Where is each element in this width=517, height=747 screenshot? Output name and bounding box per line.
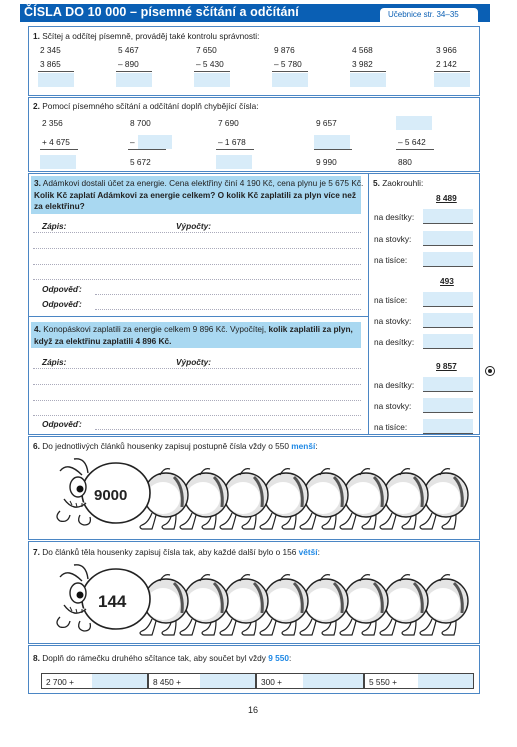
task7-number: 7.	[33, 547, 40, 557]
task1-number: 1.	[33, 31, 40, 41]
task1-operand-a: 2 345	[40, 45, 61, 55]
writing-line[interactable]	[33, 384, 361, 385]
writing-line[interactable]	[33, 248, 361, 249]
task6-text: Do jednotlivých článků housenky zapisuj postupně čísla vždy o 550	[42, 441, 289, 451]
column-divider	[368, 173, 369, 435]
label-tisice: na tisíce:	[374, 295, 408, 305]
task4-question-bold: kolik zaplatili za plyn, když za elektřinu zaplatili 4 896 Kč.	[34, 324, 353, 346]
addend-box-label: 5 550 +	[369, 677, 397, 687]
sum-line	[128, 149, 166, 150]
writing-line[interactable]	[33, 415, 361, 416]
sum-line	[314, 149, 352, 150]
task1-operand-b: 3 865	[40, 59, 61, 69]
task8-number: 8.	[33, 653, 40, 663]
task2-number: – 5 642	[398, 137, 426, 147]
task2-instruction	[33, 101, 259, 111]
caterpillar-1-start-number: 9000	[94, 487, 128, 504]
task3-answer-label-2: Odpověď:	[42, 299, 82, 309]
sum-line	[216, 149, 254, 150]
task1-operand-b: – 5 780	[274, 59, 302, 69]
result-field[interactable]	[272, 73, 308, 87]
task6-emphasis: menší	[291, 441, 316, 451]
textbook-reference: Učebnice str. 34–35	[388, 10, 459, 19]
label-tisice: na tisíce:	[374, 255, 408, 265]
answer-field[interactable]	[423, 419, 473, 434]
answer-field[interactable]	[423, 398, 473, 413]
result-field[interactable]	[116, 73, 152, 87]
task-divider	[28, 316, 368, 317]
sum-line	[396, 149, 434, 150]
missing-number-field[interactable]	[216, 155, 252, 169]
round-number-2: 493	[440, 276, 454, 286]
label-desitky: na desítky:	[374, 212, 415, 222]
sum-line	[434, 71, 470, 72]
task7-instruction: 7. Do článků těla housenky zapisuj čísla tak, aby každé další bylo o 156 větší:	[33, 547, 320, 557]
task3-question-bold: Kolik Kč zaplatí Adámkovi za energie celkem? O kolik Kč zaplatili za plyn více než za elektřinu?	[34, 189, 357, 211]
task4-answer-label: Odpověď:	[42, 419, 82, 429]
label-stovky: na stovky:	[374, 401, 412, 411]
round-number-1: 8 489	[436, 193, 457, 203]
task2-number: 2 356	[42, 118, 63, 128]
task4-zapis-label: Zápis:	[42, 357, 67, 367]
task8-text: Doplň do rámečku druhého sčítance tak, aby součet byl vždy	[42, 653, 266, 663]
task4-text: Konopáskovi zaplatili za energie celkem 9 896 Kč. Vypočítej,	[43, 324, 267, 334]
label-stovky: na stovky:	[374, 316, 412, 326]
answer-field[interactable]	[423, 209, 473, 224]
page-title: ČÍSLA DO 10 000 – písemné sčítání a odčítání	[24, 5, 299, 19]
task1-operand-b: – 890	[118, 59, 139, 69]
missing-number-field[interactable]	[314, 135, 350, 149]
task4-vypocty-label: Výpočty:	[176, 357, 212, 367]
addend-box-label: 8 450 +	[153, 677, 181, 687]
task1-text: Sčítej a odčítej písemně, prováděj také kontrolu správnosti:	[42, 31, 260, 41]
addend-fill[interactable]	[303, 674, 363, 688]
task2-number: 9 990	[316, 157, 337, 167]
task7-text: Do článků těla housenky zapisuj čísla tak, aby každé další bylo o 156	[42, 547, 297, 557]
label-desitky: na desítky:	[374, 380, 415, 390]
task7-emphasis: větší	[298, 547, 318, 557]
label-stovky: na stovky:	[374, 234, 412, 244]
answer-line[interactable]	[95, 429, 361, 430]
sum-line	[350, 71, 386, 72]
addend-box-label: 2 700 +	[46, 677, 74, 687]
addend-box[interactable]	[364, 673, 474, 689]
task3-vypocty-label: Výpočty:	[176, 221, 212, 231]
writing-line[interactable]	[33, 279, 361, 280]
task4-number: 4.	[34, 324, 41, 334]
task6-instruction: 6. Do jednotlivých článků housenky zapisuj postupně čísla vždy o 550 menší:	[33, 441, 318, 451]
addend-box[interactable]	[41, 673, 148, 689]
task1-operand-b: 2 142	[436, 59, 457, 69]
addend-box-label: 300 +	[261, 677, 282, 687]
task6-number: 6.	[33, 441, 40, 451]
page-number: 16	[248, 705, 259, 715]
task1-operand-a: 7 650	[196, 45, 217, 55]
task2-text: Pomocí písemného sčítání a odčítání doplň chybějící čísla:	[42, 101, 259, 111]
result-field[interactable]	[350, 73, 386, 87]
task2-number: 9 657	[316, 118, 337, 128]
task2-number: 7 690	[218, 118, 239, 128]
round-number-3: 9 857	[436, 361, 457, 371]
task1-operand-b: 3 982	[352, 59, 373, 69]
task8-instruction: 8. Doplň do rámečku druhého sčítance tak, aby součet byl vždy 9 550:	[33, 653, 292, 663]
result-field[interactable]	[434, 73, 470, 87]
addend-box[interactable]	[148, 673, 256, 689]
task5-title	[373, 178, 423, 188]
task2-number: + 4 675	[42, 137, 70, 147]
task2-number: – 1 678	[218, 137, 246, 147]
registration-mark-dot	[488, 369, 492, 373]
label-tisice: na tisíce:	[374, 422, 408, 432]
caterpillar-2-start-number: 144	[98, 592, 127, 611]
sum-line	[116, 71, 152, 72]
writing-line[interactable]	[33, 232, 361, 233]
missing-number-field[interactable]	[40, 155, 76, 169]
writing-line[interactable]	[33, 264, 361, 265]
addend-fill[interactable]	[92, 674, 147, 688]
label-desitky: na desítky:	[374, 337, 415, 347]
task2-number: 880	[398, 157, 412, 167]
sum-line	[40, 149, 78, 150]
answer-line[interactable]	[95, 309, 361, 310]
task3-answer-label-1: Odpověď:	[42, 284, 82, 294]
task5-title-text: Zaokrouhli:	[382, 178, 424, 188]
writing-line[interactable]	[33, 400, 361, 401]
task5-number: 5.	[373, 178, 380, 188]
addend-box[interactable]	[256, 673, 364, 689]
task1-operand-b: – 5 430	[196, 59, 224, 69]
answer-field[interactable]	[423, 313, 473, 328]
task2-number: 8 700	[130, 118, 151, 128]
task2-number: 5 672	[130, 157, 151, 167]
addend-fill[interactable]	[418, 674, 473, 688]
task1-operand-a: 9 876	[274, 45, 295, 55]
task2-number: 2.	[33, 101, 40, 111]
task2-number: –	[130, 137, 135, 147]
task3-text: Adámkovi dostali účet za energie. Cena elektřiny činí 4 190 Kč, cena plynu je 5 675 Kč.	[42, 178, 364, 188]
answer-field[interactable]	[423, 334, 473, 349]
sum-line	[272, 71, 308, 72]
missing-number-field[interactable]	[138, 135, 172, 149]
task4-question	[34, 324, 362, 347]
task3-zapis-label: Zápis:	[42, 221, 67, 231]
task1-operand-a: 3 966	[436, 45, 457, 55]
result-field[interactable]	[38, 73, 74, 87]
task3-question	[34, 178, 364, 213]
sum-line	[194, 71, 230, 72]
writing-line[interactable]	[33, 368, 361, 369]
addend-fill[interactable]	[200, 674, 255, 688]
task1-operand-a: 5 467	[118, 45, 139, 55]
task8-emphasis: 9 550	[268, 653, 289, 663]
answer-line[interactable]	[95, 294, 361, 295]
task3-number: 3.	[34, 178, 41, 188]
answer-field[interactable]	[423, 252, 473, 267]
result-field[interactable]	[194, 73, 230, 87]
missing-number-field[interactable]	[396, 116, 432, 130]
answer-field[interactable]	[423, 231, 473, 246]
task1-instruction	[33, 31, 259, 41]
answer-field[interactable]	[423, 377, 473, 392]
sum-line	[38, 71, 74, 72]
answer-field[interactable]	[423, 292, 473, 307]
task1-operand-a: 4 568	[352, 45, 373, 55]
